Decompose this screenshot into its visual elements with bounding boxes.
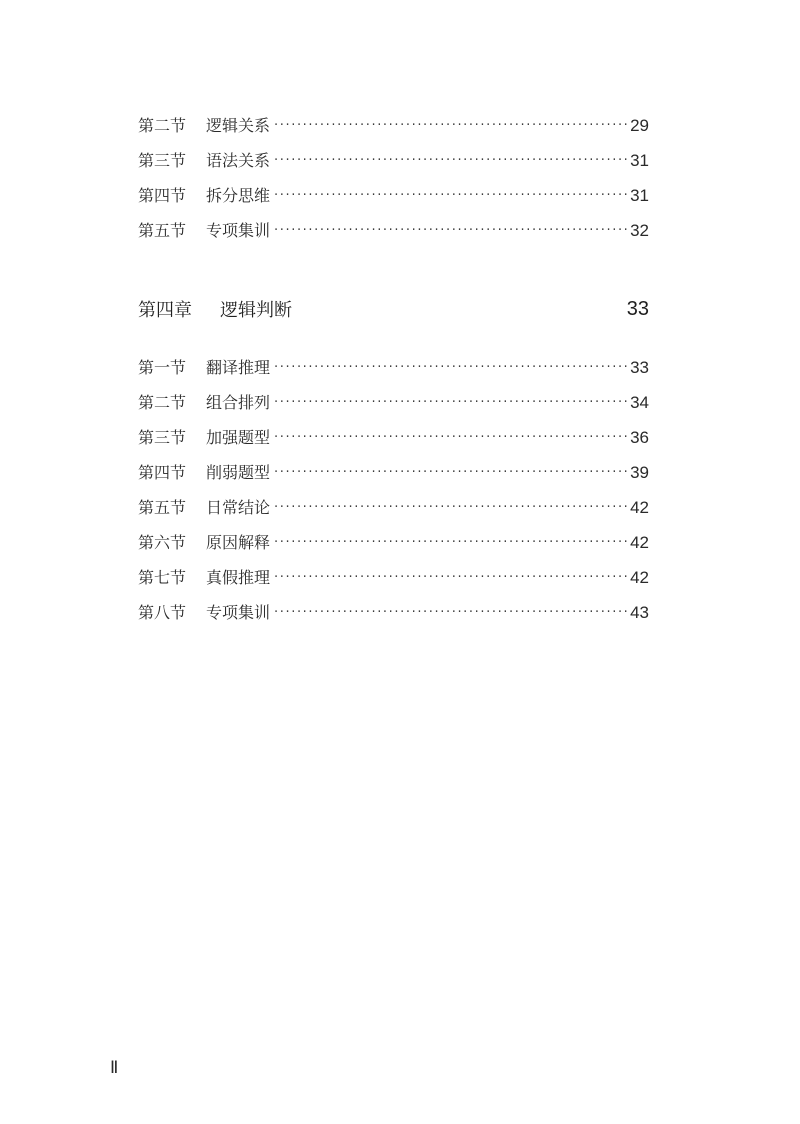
- chapter-heading[interactable]: [138, 296, 649, 322]
- section-number: 第三节: [138, 151, 187, 170]
- dot-leader: [274, 560, 629, 595]
- page-folio: Ⅱ: [110, 1058, 119, 1077]
- toc-entry[interactable]: [138, 108, 649, 143]
- page-number: 42: [630, 568, 649, 587]
- toc-entry[interactable]: [138, 595, 649, 630]
- dot-leader: [274, 595, 629, 630]
- page-number: 31: [630, 151, 649, 170]
- toc-entry[interactable]: [138, 525, 649, 560]
- section-title: 专项集训: [206, 221, 271, 240]
- section-number: 第三节: [138, 428, 187, 447]
- dot-leader: [274, 178, 629, 213]
- section-title: 削弱题型: [206, 463, 271, 482]
- chapter-page-number: 33: [626, 297, 649, 320]
- section-title: 语法关系: [206, 151, 271, 170]
- page-number: 42: [630, 498, 649, 517]
- dot-leader: [274, 143, 629, 178]
- section-title: 加强题型: [206, 428, 271, 447]
- page-number: 31: [630, 186, 649, 205]
- section-number: 第一节: [138, 358, 187, 377]
- dot-leader: [274, 420, 629, 455]
- section-title: 组合排列: [206, 393, 271, 412]
- section-title: 专项集训: [206, 603, 271, 622]
- section-number: 第八节: [138, 603, 187, 622]
- section-title: 真假推理: [206, 568, 271, 587]
- page-number: 42: [630, 533, 649, 552]
- toc-entry[interactable]: [138, 213, 649, 248]
- section-number: 第四节: [138, 186, 187, 205]
- section-title: 日常结论: [206, 498, 271, 517]
- section-number: 第二节: [138, 116, 187, 135]
- dot-leader: [274, 490, 629, 525]
- section-title: 拆分思维: [206, 186, 271, 205]
- dot-leader: [274, 385, 629, 420]
- page-number: 32: [630, 221, 649, 240]
- section-number: 第五节: [138, 498, 187, 517]
- section-number: 第五节: [138, 221, 187, 240]
- page-number: 39: [630, 463, 649, 482]
- chapter-title: 逻辑判断: [220, 300, 292, 321]
- toc-section-list: [138, 350, 649, 630]
- toc-entry[interactable]: [138, 385, 649, 420]
- page-number: 29: [630, 116, 649, 135]
- toc-entry[interactable]: [138, 490, 649, 525]
- dot-leader: [274, 213, 629, 248]
- section-number: 第四节: [138, 463, 187, 482]
- toc-entry[interactable]: [138, 143, 649, 178]
- page-number: 33: [630, 358, 649, 377]
- dot-leader: [274, 455, 629, 490]
- toc-entry[interactable]: [138, 420, 649, 455]
- section-number: 第六节: [138, 533, 187, 552]
- toc-entry[interactable]: [138, 455, 649, 490]
- page-number: 34: [630, 393, 649, 412]
- dot-leader: [274, 108, 629, 143]
- section-number: 第七节: [138, 568, 187, 587]
- chapter-number: 第四章: [138, 300, 192, 321]
- dot-leader: [274, 525, 629, 560]
- section-title: 翻译推理: [206, 358, 271, 377]
- toc-section-list: [138, 108, 649, 248]
- section-number: 第二节: [138, 393, 187, 412]
- page-number: 36: [630, 428, 649, 447]
- section-title: 原因解释: [206, 533, 271, 552]
- section-title: 逻辑关系: [206, 116, 271, 135]
- toc-entry[interactable]: [138, 350, 649, 385]
- dot-leader: [274, 350, 629, 385]
- toc-entry[interactable]: [138, 560, 649, 595]
- toc-entry[interactable]: [138, 178, 649, 213]
- page-number: 43: [630, 603, 649, 622]
